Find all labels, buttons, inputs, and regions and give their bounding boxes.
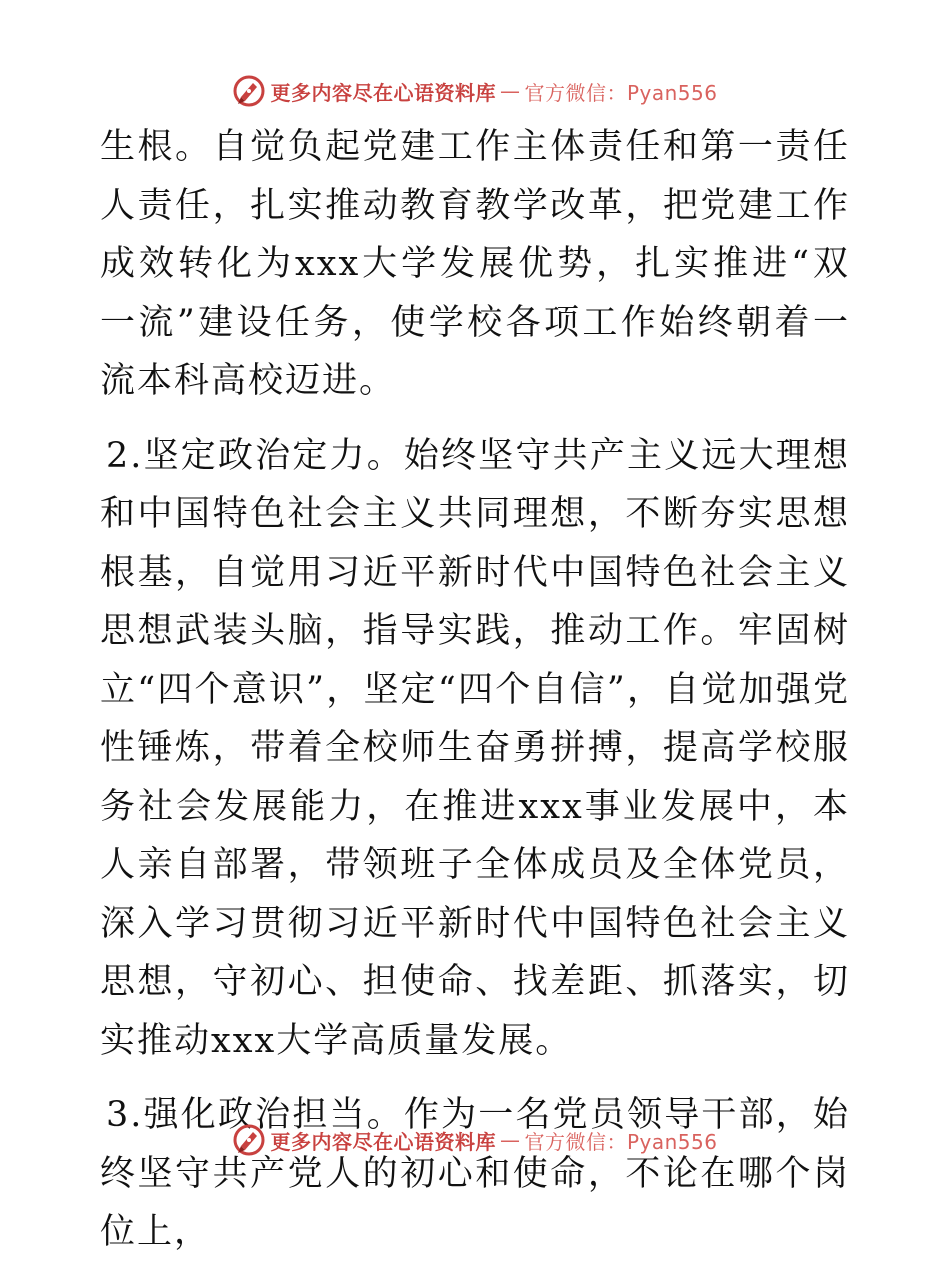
watermark-site-text: 更多内容尽在心语资料库 [270,1129,496,1154]
watermark-header [0,71,950,111]
watermark-separator: — [499,79,521,103]
watermark-wechat-text: 官方微信：Pyan556 [524,1129,718,1154]
watermark-footer [0,1120,950,1160]
watermark-wechat-text: 官方微信：Pyan556 [524,80,718,105]
fountain-pen-logo-icon [232,74,266,108]
watermark-separator: — [499,1128,521,1152]
paragraph-item-3: 3.强化政治担当。作为一名党员领导干部，始终坚守共产党人的初心和使命，不论在哪个岗位上， [100,1095,850,1252]
fountain-pen-logo-icon [232,1123,266,1157]
watermark-site-text: 更多内容尽在心语资料库 [270,80,496,105]
paragraph-item-2: 2.坚定政治定力。始终坚守共产主义远大理想和中国特色社会主义共同理想，不断夯实思想根基，自觉用习近平新时代中国特色社会主义思想武装头脑，指导实践，推动工作。牢固树立“四个意识”，坚定“四个自信”，自觉加强党性锤炼，带着全校师生奋勇拼搏，提高学校服务社会发展能力，在推进xxx事业发展中，本人亲自部署，带领班子全体成员及全体党员，深入学习贯彻习近平新时代中国特色社会主义思想，守初心、担使命、找差距、抓落实，切实推动xxx大学高质量发展。 [100,435,850,1061]
paragraph-continuation: 生根。自觉负起党建工作主体责任和第一责任人责任，扎实推动教育教学改革，把党建工作成效转化为xxx大学发展优势，扎实推进“双一流”建设任务，使学校各项工作始终朝着一流本科高校迈进。 [100,127,850,401]
document-body [100,118,850,1262]
